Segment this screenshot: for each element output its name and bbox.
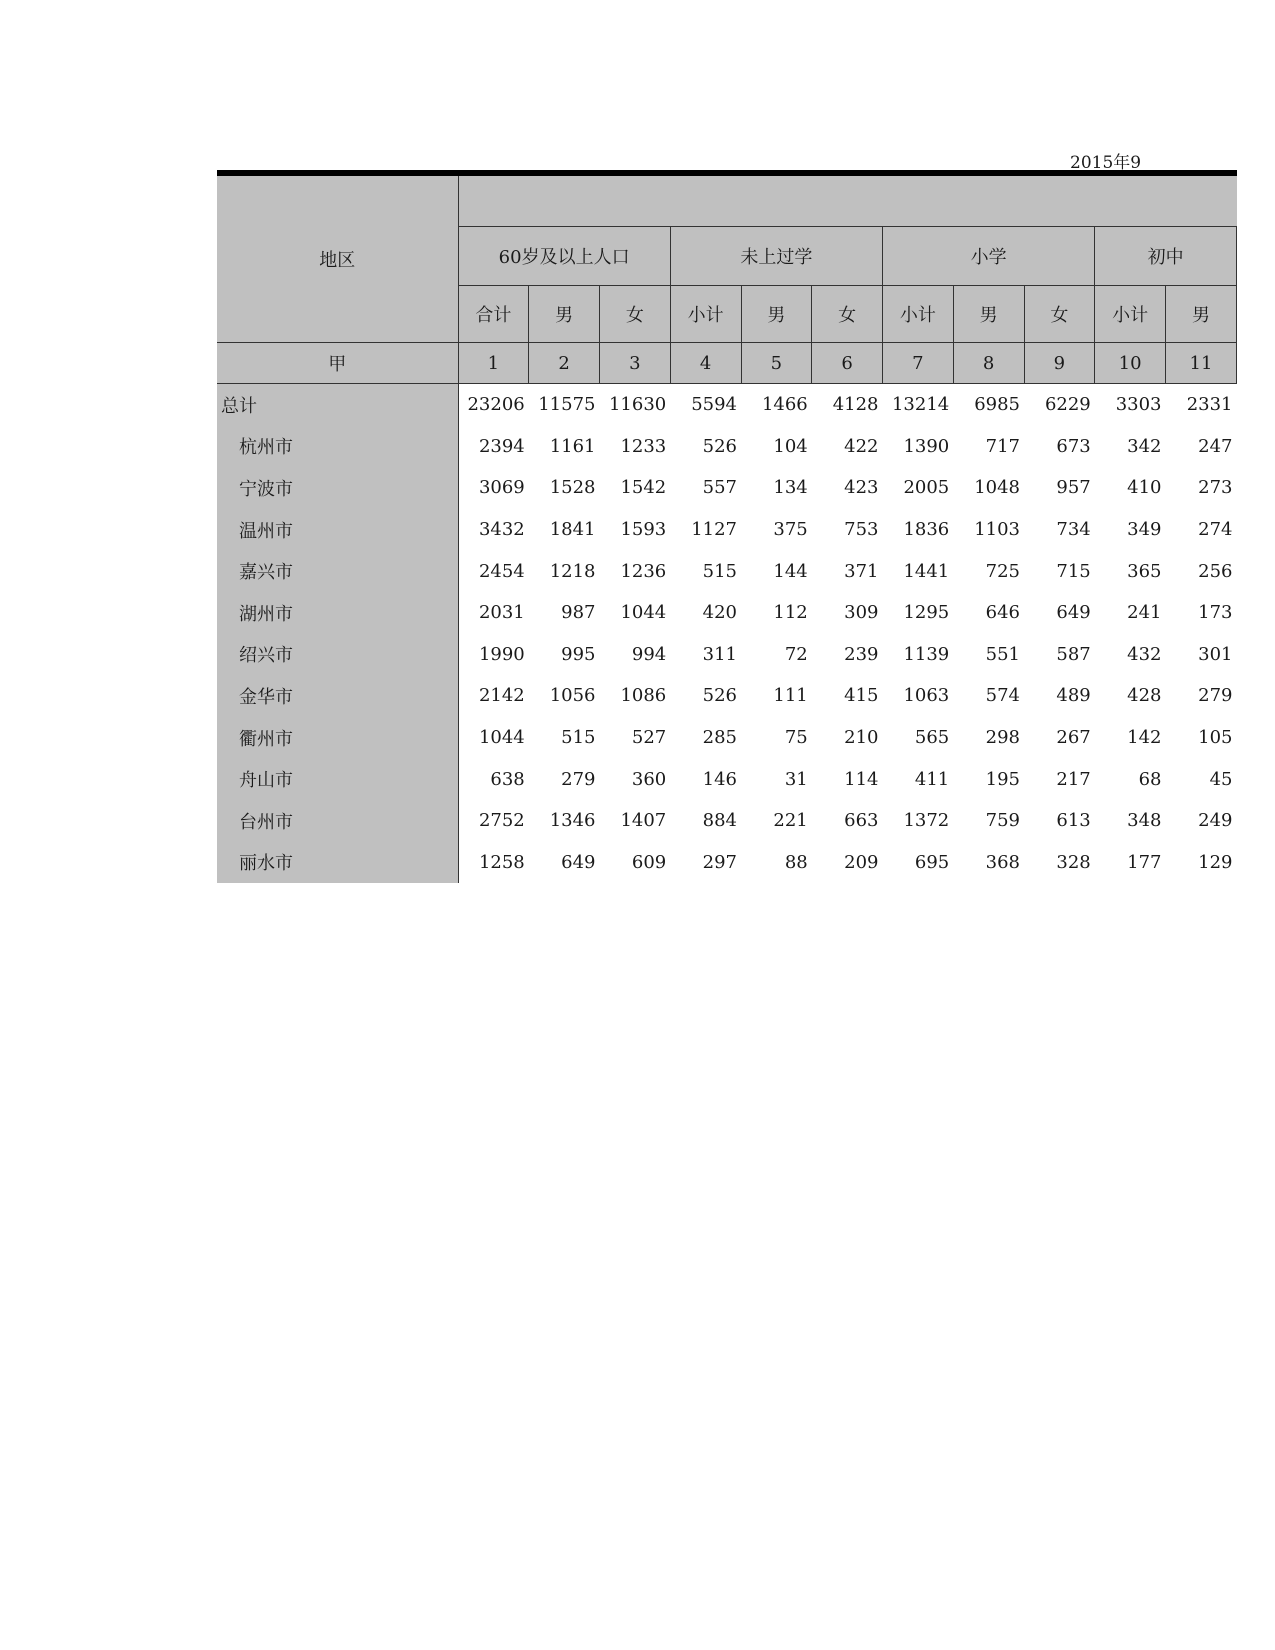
table-cell: 649 (529, 842, 600, 884)
table-cell: 1233 (600, 426, 671, 468)
row-region-city: 丽水市 (217, 842, 458, 884)
table-cell: 2331 (1166, 384, 1237, 426)
date-label: 2015年9 (1070, 153, 1142, 173)
table-cell: 217 (1024, 758, 1095, 800)
table-cell: 1407 (600, 800, 671, 842)
table-cell: 994 (600, 634, 671, 676)
subheader-male: 男 (741, 286, 812, 343)
table-cell: 1139 (883, 634, 954, 676)
index-number: 1 (458, 343, 529, 384)
index-number: 5 (741, 343, 812, 384)
table-cell: 11575 (529, 384, 600, 426)
table-cell: 239 (812, 634, 883, 676)
row-region-city: 嘉兴市 (217, 550, 458, 592)
table-cell: 1390 (883, 426, 954, 468)
table-cell: 609 (600, 842, 671, 884)
table-cell: 1103 (953, 509, 1024, 551)
table-cell: 114 (812, 758, 883, 800)
table-cell: 11630 (600, 384, 671, 426)
table-row (217, 675, 1237, 717)
table-cell: 142 (1095, 717, 1166, 759)
table-cell: 415 (812, 675, 883, 717)
table-cell: 3432 (458, 509, 529, 551)
table-cell: 551 (953, 634, 1024, 676)
table-cell: 146 (670, 758, 741, 800)
table-header (217, 173, 1237, 384)
table-cell: 2005 (883, 467, 954, 509)
table-cell: 2394 (458, 426, 529, 468)
table-cell: 301 (1166, 634, 1237, 676)
table-cell: 1086 (600, 675, 671, 717)
table-row (217, 426, 1237, 468)
table-cell: 273 (1166, 467, 1237, 509)
table-cell: 527 (600, 717, 671, 759)
table-cell: 105 (1166, 717, 1237, 759)
table-row (217, 509, 1237, 551)
statistics-table-container (217, 170, 1233, 883)
row-region-city: 温州市 (217, 509, 458, 551)
table-cell: 349 (1095, 509, 1166, 551)
table-cell: 411 (883, 758, 954, 800)
subheader-female: 女 (812, 286, 883, 343)
table-cell: 4128 (812, 384, 883, 426)
table-cell: 247 (1166, 426, 1237, 468)
table-cell: 279 (1166, 675, 1237, 717)
index-number: 2 (529, 343, 600, 384)
subheader-male: 男 (529, 286, 600, 343)
table-cell: 1542 (600, 467, 671, 509)
table-cell: 734 (1024, 509, 1095, 551)
row-region-city: 湖州市 (217, 592, 458, 634)
table-cell: 297 (670, 842, 741, 884)
table-cell: 365 (1095, 550, 1166, 592)
table-cell: 3303 (1095, 384, 1166, 426)
table-cell: 279 (529, 758, 600, 800)
table-cell: 613 (1024, 800, 1095, 842)
table-cell: 173 (1166, 592, 1237, 634)
table-cell: 2142 (458, 675, 529, 717)
table-cell: 6229 (1024, 384, 1095, 426)
table-cell: 1218 (529, 550, 600, 592)
table-row (217, 842, 1237, 884)
table-cell: 348 (1095, 800, 1166, 842)
table-cell: 1236 (600, 550, 671, 592)
table-cell: 111 (741, 675, 812, 717)
table-row (217, 800, 1237, 842)
subheader-subtotal: 小计 (1095, 286, 1166, 343)
table-cell: 342 (1095, 426, 1166, 468)
subheader-male: 男 (1166, 286, 1237, 343)
table-cell: 3069 (458, 467, 529, 509)
table-cell: 574 (953, 675, 1024, 717)
table-cell: 75 (741, 717, 812, 759)
row-region-city: 杭州市 (217, 426, 458, 468)
table-cell: 88 (741, 842, 812, 884)
table-cell: 646 (953, 592, 1024, 634)
table-cell: 1127 (670, 509, 741, 551)
table-cell: 68 (1095, 758, 1166, 800)
table-cell: 31 (741, 758, 812, 800)
table-cell: 1048 (953, 467, 1024, 509)
table-cell: 360 (600, 758, 671, 800)
table-cell: 1593 (600, 509, 671, 551)
table-row (217, 592, 1237, 634)
table-cell: 13214 (883, 384, 954, 426)
table-cell: 274 (1166, 509, 1237, 551)
table-cell: 298 (953, 717, 1024, 759)
table-cell: 1295 (883, 592, 954, 634)
table-cell: 717 (953, 426, 1024, 468)
table-cell: 422 (812, 426, 883, 468)
table-row (217, 467, 1237, 509)
row-region-city: 绍兴市 (217, 634, 458, 676)
table-cell: 1466 (741, 384, 812, 426)
table-cell: 410 (1095, 467, 1166, 509)
table-row (217, 634, 1237, 676)
row-region-city: 衢州市 (217, 717, 458, 759)
table-row (217, 758, 1237, 800)
table-cell: 6985 (953, 384, 1024, 426)
table-cell: 23206 (458, 384, 529, 426)
table-cell: 638 (458, 758, 529, 800)
table-body (217, 384, 1237, 884)
table-cell: 649 (1024, 592, 1095, 634)
table-cell: 987 (529, 592, 600, 634)
index-number: 11 (1166, 343, 1237, 384)
table-cell: 371 (812, 550, 883, 592)
table-cell: 249 (1166, 800, 1237, 842)
table-cell: 1441 (883, 550, 954, 592)
table-cell: 557 (670, 467, 741, 509)
table-cell: 565 (883, 717, 954, 759)
table-cell: 256 (1166, 550, 1237, 592)
row-region-city: 宁波市 (217, 467, 458, 509)
table-cell: 1841 (529, 509, 600, 551)
region-column-header: 地区 (217, 173, 458, 343)
table-cell: 195 (953, 758, 1024, 800)
subheader-subtotal: 小计 (883, 286, 954, 343)
table-row (217, 550, 1237, 592)
table-row (217, 384, 1237, 426)
table-cell: 2752 (458, 800, 529, 842)
group-header-no-schooling: 未上过学 (670, 227, 882, 286)
group-header-primary-school: 小学 (883, 227, 1095, 286)
table-cell: 420 (670, 592, 741, 634)
table-cell: 2031 (458, 592, 529, 634)
row-region-city: 舟山市 (217, 758, 458, 800)
table-cell: 428 (1095, 675, 1166, 717)
table-cell: 1528 (529, 467, 600, 509)
table-cell: 1044 (600, 592, 671, 634)
table-cell: 267 (1024, 717, 1095, 759)
group-header-junior-high: 初中 (1095, 227, 1237, 286)
table-cell: 311 (670, 634, 741, 676)
table-cell: 210 (812, 717, 883, 759)
table-cell: 328 (1024, 842, 1095, 884)
table-cell: 526 (670, 675, 741, 717)
table-cell: 423 (812, 467, 883, 509)
table-cell: 489 (1024, 675, 1095, 717)
table-cell: 209 (812, 842, 883, 884)
index-number: 10 (1095, 343, 1166, 384)
table-cell: 368 (953, 842, 1024, 884)
index-number: 3 (600, 343, 671, 384)
index-number: 7 (883, 343, 954, 384)
table-cell: 1056 (529, 675, 600, 717)
subheader-subtotal: 小计 (670, 286, 741, 343)
table-cell: 725 (953, 550, 1024, 592)
statistics-table (217, 170, 1237, 883)
table-cell: 129 (1166, 842, 1237, 884)
table-cell: 1990 (458, 634, 529, 676)
table-cell: 144 (741, 550, 812, 592)
table-cell: 759 (953, 800, 1024, 842)
table-cell: 112 (741, 592, 812, 634)
table-cell: 753 (812, 509, 883, 551)
table-cell: 1372 (883, 800, 954, 842)
index-number: 6 (812, 343, 883, 384)
table-cell: 515 (670, 550, 741, 592)
table-cell: 309 (812, 592, 883, 634)
row-region-city: 台州市 (217, 800, 458, 842)
index-number: 4 (670, 343, 741, 384)
table-row (217, 717, 1237, 759)
table-cell: 375 (741, 509, 812, 551)
table-cell: 2454 (458, 550, 529, 592)
table-cell: 1346 (529, 800, 600, 842)
table-cell: 1063 (883, 675, 954, 717)
index-region-cell: 甲 (217, 343, 458, 384)
table-cell: 221 (741, 800, 812, 842)
subheader-female: 女 (600, 286, 671, 343)
table-cell: 5594 (670, 384, 741, 426)
table-cell: 715 (1024, 550, 1095, 592)
table-cell: 241 (1095, 592, 1166, 634)
table-cell: 45 (1166, 758, 1237, 800)
table-cell: 884 (670, 800, 741, 842)
table-cell: 285 (670, 717, 741, 759)
row-region-city: 金华市 (217, 675, 458, 717)
table-cell: 587 (1024, 634, 1095, 676)
table-cell: 177 (1095, 842, 1166, 884)
table-cell: 515 (529, 717, 600, 759)
table-cell: 134 (741, 467, 812, 509)
header-title-band (458, 173, 1237, 227)
table-cell: 1836 (883, 509, 954, 551)
index-number: 8 (953, 343, 1024, 384)
row-region-total: 总计 (217, 384, 458, 426)
table-cell: 432 (1095, 634, 1166, 676)
table-cell: 663 (812, 800, 883, 842)
table-cell: 995 (529, 634, 600, 676)
group-header-60-plus: 60岁及以上人口 (458, 227, 670, 286)
subheader-total: 合计 (458, 286, 529, 343)
table-cell: 957 (1024, 467, 1095, 509)
table-cell: 526 (670, 426, 741, 468)
table-cell: 72 (741, 634, 812, 676)
index-number: 9 (1024, 343, 1095, 384)
subheader-female: 女 (1024, 286, 1095, 343)
table-cell: 1044 (458, 717, 529, 759)
table-cell: 1161 (529, 426, 600, 468)
table-cell: 1258 (458, 842, 529, 884)
table-cell: 695 (883, 842, 954, 884)
table-cell: 673 (1024, 426, 1095, 468)
table-cell: 104 (741, 426, 812, 468)
subheader-male: 男 (953, 286, 1024, 343)
